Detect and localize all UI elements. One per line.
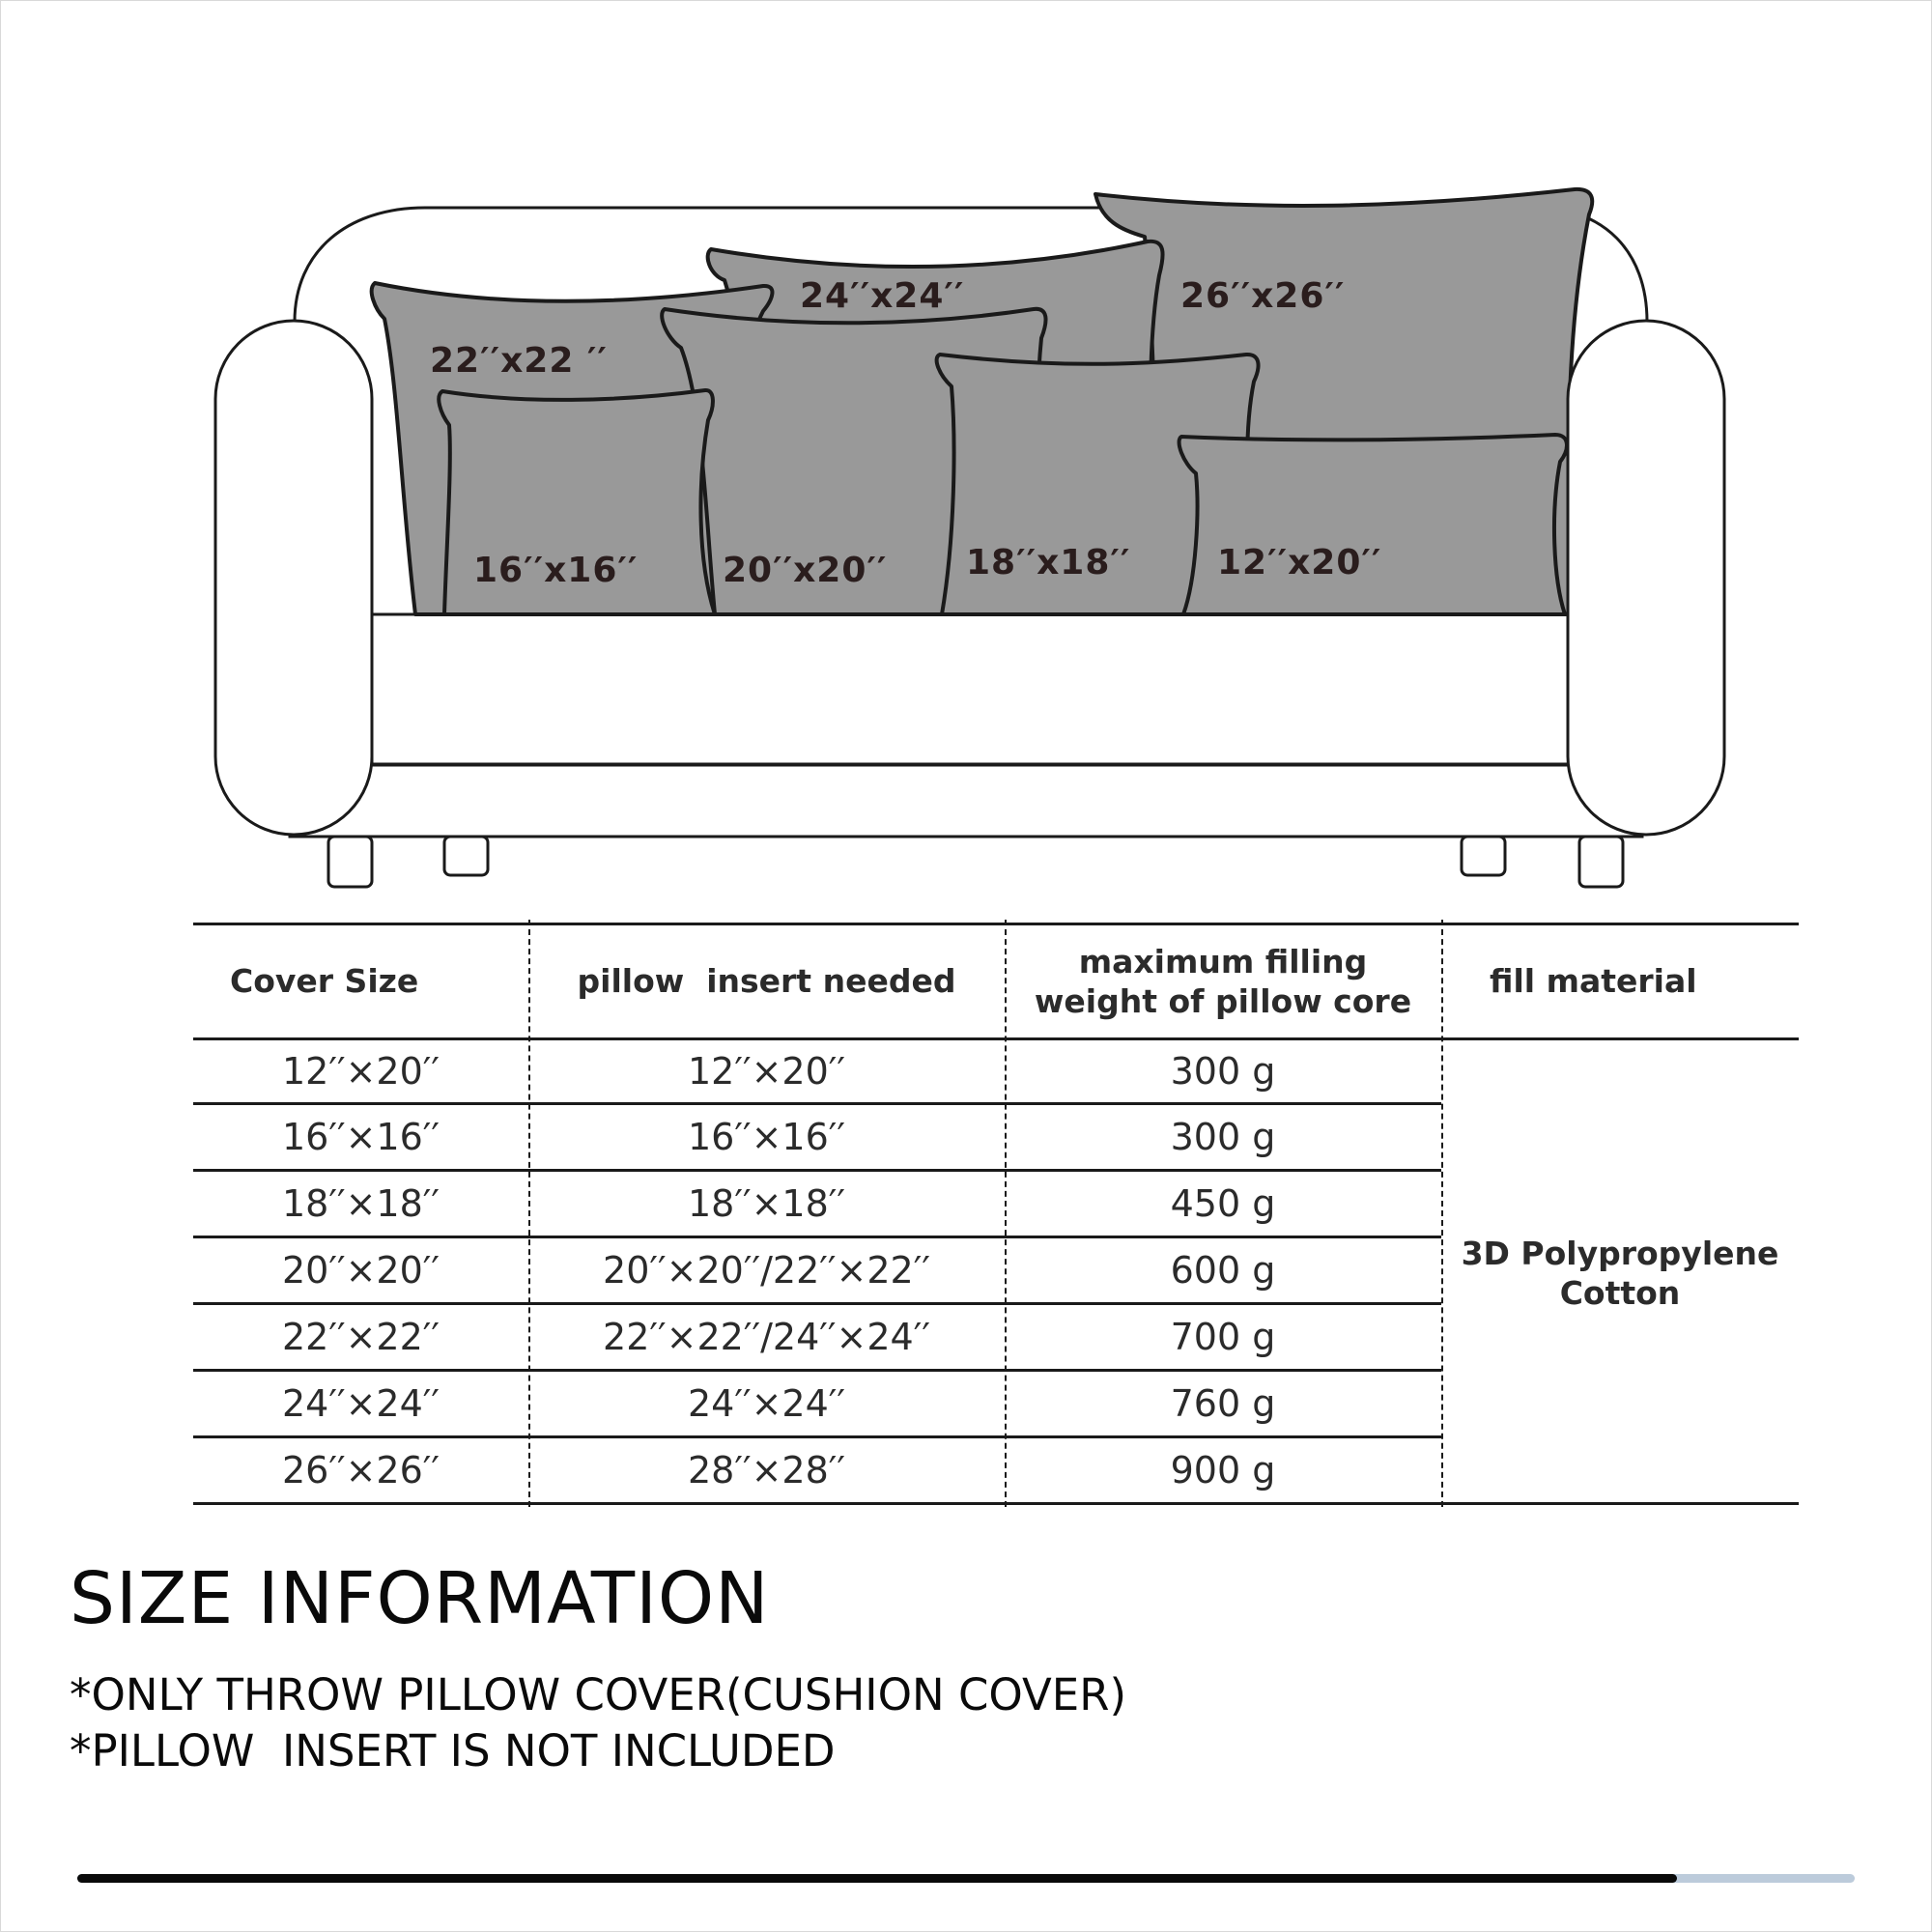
sofa-leg	[1462, 837, 1505, 875]
pillow-label-12x20: 12′′x20′′	[1217, 543, 1382, 582]
pillow-label-20x20: 20′′x20′′	[723, 551, 888, 590]
cell-weight: 300 g	[1170, 1116, 1276, 1158]
cell-cover-size: 26′′×26′′	[281, 1449, 440, 1492]
cell-weight: 700 g	[1170, 1316, 1276, 1358]
note-insert-not-included: *PILLOW INSERT IS NOT INCLUDED	[70, 1725, 836, 1776]
progress-bar	[77, 1874, 1855, 1883]
cell-insert: 28′′×28′′	[687, 1449, 846, 1492]
pillow-label-24x24: 24′′x24′′	[800, 276, 965, 316]
size-table	[193, 920, 1799, 1507]
cell-cover-size: 16′′×16′′	[281, 1116, 440, 1158]
cell-cover-size: 24′′×24′′	[281, 1382, 440, 1425]
header-insert-needed: pillow insert needed	[577, 962, 956, 1001]
cell-cover-size: 12′′×20′′	[281, 1050, 440, 1093]
pillow-label-16x16: 16′′x16′′	[473, 551, 639, 590]
cell-insert: 24′′×24′′	[687, 1382, 846, 1425]
sofa-leg	[1579, 837, 1623, 887]
sofa-body	[372, 614, 1570, 765]
sofa-leg	[444, 837, 488, 875]
cell-weight: 760 g	[1170, 1382, 1276, 1425]
cell-cover-size: 18′′×18′′	[281, 1182, 440, 1225]
sofa-leg	[328, 837, 372, 887]
cell-weight: 600 g	[1170, 1249, 1276, 1292]
header-max-weight: maximum filling weight of pillow core	[1034, 942, 1412, 1020]
sofa-illustration	[0, 0, 1932, 898]
sofa-left-arm	[215, 321, 372, 835]
cell-cover-size: 22′′×22′′	[281, 1316, 440, 1358]
cell-weight: 300 g	[1170, 1050, 1276, 1093]
sofa-base	[290, 765, 1642, 837]
note-cover-only: *ONLY THROW PILLOW COVER(CUSHION COVER)	[70, 1669, 1127, 1720]
cell-insert: 18′′×18′′	[687, 1182, 846, 1225]
sofa-right-arm	[1568, 321, 1724, 835]
pillow-label-26x26: 26′′x26′′	[1180, 276, 1346, 316]
cell-weight: 450 g	[1170, 1182, 1276, 1225]
cell-insert: 12′′×20′′	[687, 1050, 846, 1093]
header-fill-material: fill material	[1490, 962, 1697, 1001]
cell-insert: 22′′×22′′/24′′×24′′	[603, 1316, 930, 1358]
page-title: SIZE INFORMATION	[70, 1557, 770, 1640]
cell-cover-size: 20′′×20′′	[281, 1249, 440, 1292]
cell-insert: 20′′×20′′/22′′×22′′	[603, 1249, 930, 1292]
pillow-12x20	[1179, 435, 1567, 614]
pillow-label-18x18: 18′′x18′′	[966, 543, 1131, 582]
table-bottom-border	[193, 1502, 1799, 1505]
pillow-label-22x22: 22′′x22 ′′	[430, 341, 608, 381]
cell-insert: 16′′×16′′	[687, 1116, 846, 1158]
header-cover-size: Cover Size	[230, 962, 419, 1001]
progress-bar-fill	[77, 1874, 1677, 1883]
cell-weight: 900 g	[1170, 1449, 1276, 1492]
fill-material-value: 3D Polypropylene Cotton	[1461, 1235, 1779, 1313]
